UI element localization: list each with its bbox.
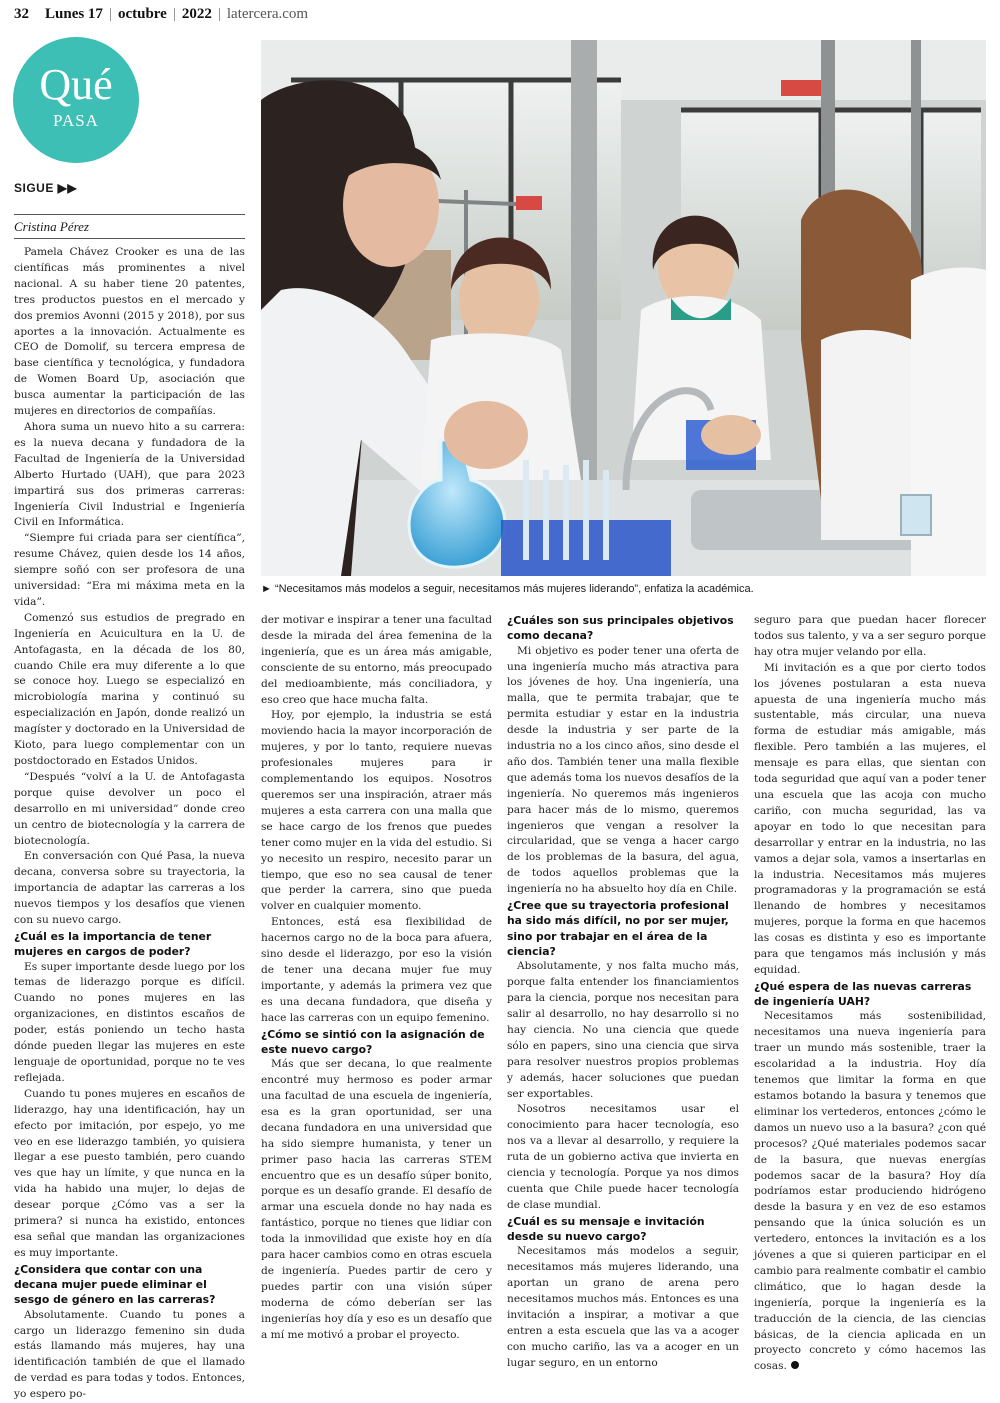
question-heading: ¿Qué espera de las nuevas carreras de ingeniería UAH?: [754, 979, 972, 1009]
body-paragraph: Absolutamente. Cuando tu pones a cargo un liderazgo femenino sin duda estás llamando más mujeres, hay una identificación también de que el llamado de verdad es para todas y todos. Entonces, yo espero po-: [14, 1308, 245, 1401]
page-number: 32: [14, 5, 29, 22]
article-column-3: [507, 613, 739, 1372]
question-heading: ¿Cuál es la importancia de tener mujeres en cargos de poder?: [14, 929, 212, 959]
page-header: 32 Lunes 17 | octubre | 2022 | latercera.com: [14, 5, 309, 22]
body-paragraph: Mi objetivo es poder tener una oferta de una ingeniería mucho más atractiva para los jóvenes de hoy. Una ingeniería, una malla, que te permita trabajar, que te permita estudiar y estar en la industria desde la industria y ser parte de la industria no a los cinco años, sino desde el año dos. También tener una malla flexible que además toma los nuevos desafíos de la ingeniería. No queremos más ingenieros para hacer más de lo mismo, queremos ingenieros que vengan a resolver la circularidad, que se venga a hacer cargo de los problemas de la basura, del agua, de todos aquellos problemas que la ingeniería no ha absuelto hoy día en Chile.: [507, 644, 739, 896]
logo-sub: PASA: [53, 111, 99, 130]
body-paragraph: Mi invitación es a que por cierto todos los jóvenes postularan a esta nueva apuesta de una ingeniería mucho más sustentable, más circular, una nueva forma de estudiar más amigable, más flexible. Pero también a las mujeres, el mensaje es para ellas, que sientan con toda seguridad que aquí van a poder tener una escuela que las acoja con mucho cariño, con mucha seguridad, las va apoyar en todo lo que necesitan para desarrollar y entrar en la industria, no las vamos a dejar sola, vamos a insertarlas en la industria. Necesitamos más mujeres programadoras y la programación se está llenando de hombres y necesitamos mujeres, porque la forma en que hacemos las cosas es distinta y eso es importante para que tengamos más inclusión y más equidad.: [754, 661, 986, 976]
article-column-1: [14, 245, 245, 1403]
body-paragraph: Comenzó sus estudios de pregrado en Ingeniería en Acuicultura en la U. de Antofagasta, en la década de los 80, cuando Chile era muy diferente a lo que se conoce hoy. Luego se especializó en microbiología marina y continuó su especialización en Japón, donde realizó un magíster y doctorado en la Universidad de Kioto, para luego complementar con un postdoctorado en Estados Unidos.: [14, 611, 245, 767]
question-heading: ¿Cuál es su mensaje e invitación desde su nuevo cargo?: [507, 1214, 705, 1244]
body-paragraph: Necesitamos más modelos a seguir, necesitamos más mujeres liderando, una aportan un grano de arena pero necesitamos muchos más. Entonces es una invitación a inspirar, a motivar a que entren a esta escuela que las va a acoger con mucho cariño, las va a acoger en un lugar seguro, en un entorno: [507, 1245, 739, 1369]
body-paragraph: Hoy, por ejemplo, la industria se está moviendo hacia la mayor incorporación de mujeres, y por lo tanto, requiere nuevas profesionales mujeres para ir complementando los equipos. Nosotros queremos ser una inspiración, atraer más mujeres a esta carrera con una malla que se hace cargo de los frenos que puedes tener como mujer en la vida del estudio. Si yo necesito un respiro, necesito parar un tiempo, que eso no sea causal de tener que perder la carrera, sino que pueda volver en cualquier momento.: [261, 709, 492, 913]
body-paragraph: Necesitamos más sostenibilidad, necesitamos una nueva ingeniería para traer un mundo más sostenible, traer la escolaridad a la industria. Hoy día tenemos que limitar la forma en que estamos botando la basura y tenemos que eliminar los vertederos, entonces ¿cómo le damos un nuevo uso a la basura? ¿con qué procesos? ¿Qué materiales podemos sacar de la basura, que nuevas energías podemos sacar de la basura? Hoy día podríamos estar produciendo hidrógeno desde la basura y en vez de eso estamos pensando que la única solución es un vertedero, entonces la invitación es a los jóvenes a que si quieren participar en el cambio para realmente combatir el cambio climático, que lo hagan desde la ingeniería, porque la ingeniería es la traducción de la ciencia, de las ciencias básicas, de la ciencia aplicada en un proyecto concreto y cómo hacemos las cosas.: [754, 1010, 986, 1373]
body-paragraph: “Después “volví a la U. de Antofagasta porque quise devolver un poco el desarrollo en mi universidad” donde creo un centro de biotecnología y la carrera de biotecnología.: [14, 770, 245, 847]
author-rule-top: [14, 214, 245, 215]
article-column-2: [261, 613, 492, 1343]
photo-caption: ► “Necesitamos más modelos a seguir, necesitamos más mujeres liderando”, enfatiza la académica.: [261, 583, 754, 595]
question-heading: ¿Cuáles son sus principales objetivos como decana?: [507, 614, 734, 643]
author-rule-bottom: [14, 238, 245, 239]
sigue-label: SIGUE ▶▶: [14, 181, 78, 195]
header-site: latercera.com: [226, 5, 309, 22]
body-paragraph: Nosotros necesitamos usar el conocimiento para hacer tecnología, eso nos va a llevar al desarrollo, y requiere la ruta de un gobierno activa que invierta en ciencia y tecnología. Porque ya nos dimos cuenta que Chile puede hacer tecnología de clase mundial.: [507, 1103, 739, 1211]
question-heading: ¿Cómo se sintió con la asignación de este nuevo cargo?: [261, 1027, 485, 1056]
body-paragraph: Cuando tu pones mujeres en escaños de liderazgo, hay una identificación, hay un efecto por imitación, por espejo, yo me veo en ese liderazgo también, yo quisiera llegar a ese puesto también, pero cuando ves que hay un límite, y que nunca en la vida ha habido una mujer, lo dejas de desear porque ¿Cómo vas a ser la primera? si nunca ha existido, entonces esa señal que mandan las organizaciones es muy importante.: [14, 1087, 245, 1259]
body-paragraph: “Siempre fui criada para ser científica”, resume Chávez, quien desde los 14 años, siempre soñó con ser profesora de una universidad: “Era mi máxima meta en la vida”.: [14, 532, 245, 608]
que-pasa-logo: [13, 37, 139, 163]
lab-photo-illustration: [261, 40, 986, 576]
header-year: 2022: [181, 5, 212, 22]
body-paragraph: Es super importante desde luego por los temas de liderazgo porque es difícil. Cuando no pones mujeres en las organizaciones, en distintos escaños de poder, estás poniendo un techo hasta dónde pueden llegar las mujeres en este lenguaje de oportunidad, porque no te ves reflejada.: [14, 960, 245, 1084]
header-month: octubre: [117, 5, 167, 22]
lab-photo: [261, 40, 986, 576]
body-paragraph: seguro para que puedan hacer florecer todos sus talento, y va a ser seguro porque hay otra mujer velando por ella.: [754, 614, 986, 658]
end-mark: [791, 1361, 799, 1369]
body-paragraph: En conversación con Qué Pasa, la nueva decana, conversa sobre su trayectoria, la importancia de adaptar las carreras a los nuevos tiempos y los desafíos que vienen con su nuevo cargo.: [14, 850, 245, 927]
article-column-4: [754, 613, 986, 1375]
author-byline: Cristina Pérez: [14, 219, 89, 234]
body-paragraph: Entonces, está esa flexibilidad de hacernos cargo no de la boca para afuera, sino desde el liderazgo, por eso la visión de tener una decana mujer fue muy importante, y además la primera vez que es una decana fundadora, que diseña y hace las carreras con un equipo femenino.: [261, 916, 492, 1024]
body-paragraph: Pamela Chávez Crooker es una de las científicas más prominentes a nivel nacional. A su haber tiene 20 patentes, tres productos puestos en el mercado y dos premios Avonni (2015 y 2018), por sus aportes a la innovación. Actualmente es CEO de Domolif, su tercera empresa de base científica y tecnológica, y fundadora de Women Board Up, asociación que busca aumentar la participación de las mujeres en directorios de compañías.: [14, 246, 245, 418]
body-paragraph: der motivar e inspirar a tener una facultad desde la mirada del área femenina de la ingeniería, que es un área más amigable, consciente de su entorno, más preocupado del medioambiente, más conciliadora, y eso creo que hace mucha falta.: [261, 614, 492, 706]
header-day: Lunes 17: [45, 5, 103, 22]
body-paragraph: Más que ser decana, lo que realmente encontré muy hermoso es poder armar una facultad de una escuela de ingeniería, esa es la gran oportunidad, ser una decana fundadora en una universidad que ha sido siempre humanista, y tener un primer paso hacia las carreras STEM encuentro que es un desafío súper bonito, porque es un desafío grande. El desafío de armar una escuela donde no hay nada es fantástico, porque no tienes que lidiar con toda la inmovilidad que existe hoy en día para hacer cambios como en otras escuela de ingeniería. Puedes partir de cero y puedes partir con una visión súper moderna de cómo deberían ser las ingenierías hoy día y eso es un desafío que a mí me motivó a probar el proyecto.: [261, 1058, 492, 1341]
logo-word: Qué: [39, 60, 113, 109]
body-paragraph: Absolutamente, y nos falta mucho más, porque falta entender los financiamientos para la ciencia, porque nos necesitan para salir al desarrollo, no hay desarrollo si no hay ciencia. No una ciencia que quede sólo en papers, sino una ciencia que sirva para resolver nuestros propios problemas y además, hacer soluciones que puedan ser exportables.: [507, 960, 739, 1100]
question-heading: ¿Considera que contar con una decana mujer puede eliminar el sesgo de género en las carreras?: [14, 1262, 216, 1307]
question-heading: ¿Cree que su trayectoria profesional ha sido más difícil, no por ser mujer, sino por trabajar en el área de la ciencia?: [507, 899, 729, 958]
body-paragraph: Ahora suma un nuevo hito a su carrera: es la nueva decana y fundadora de la Facultad de Ingeniería de la Universidad Alberto Hurtado (UAH), que para 2023 impartirá sus dos primeras carreras: Ingeniería Civil Industrial e Ingeniería Civil en Informática.: [14, 420, 245, 529]
